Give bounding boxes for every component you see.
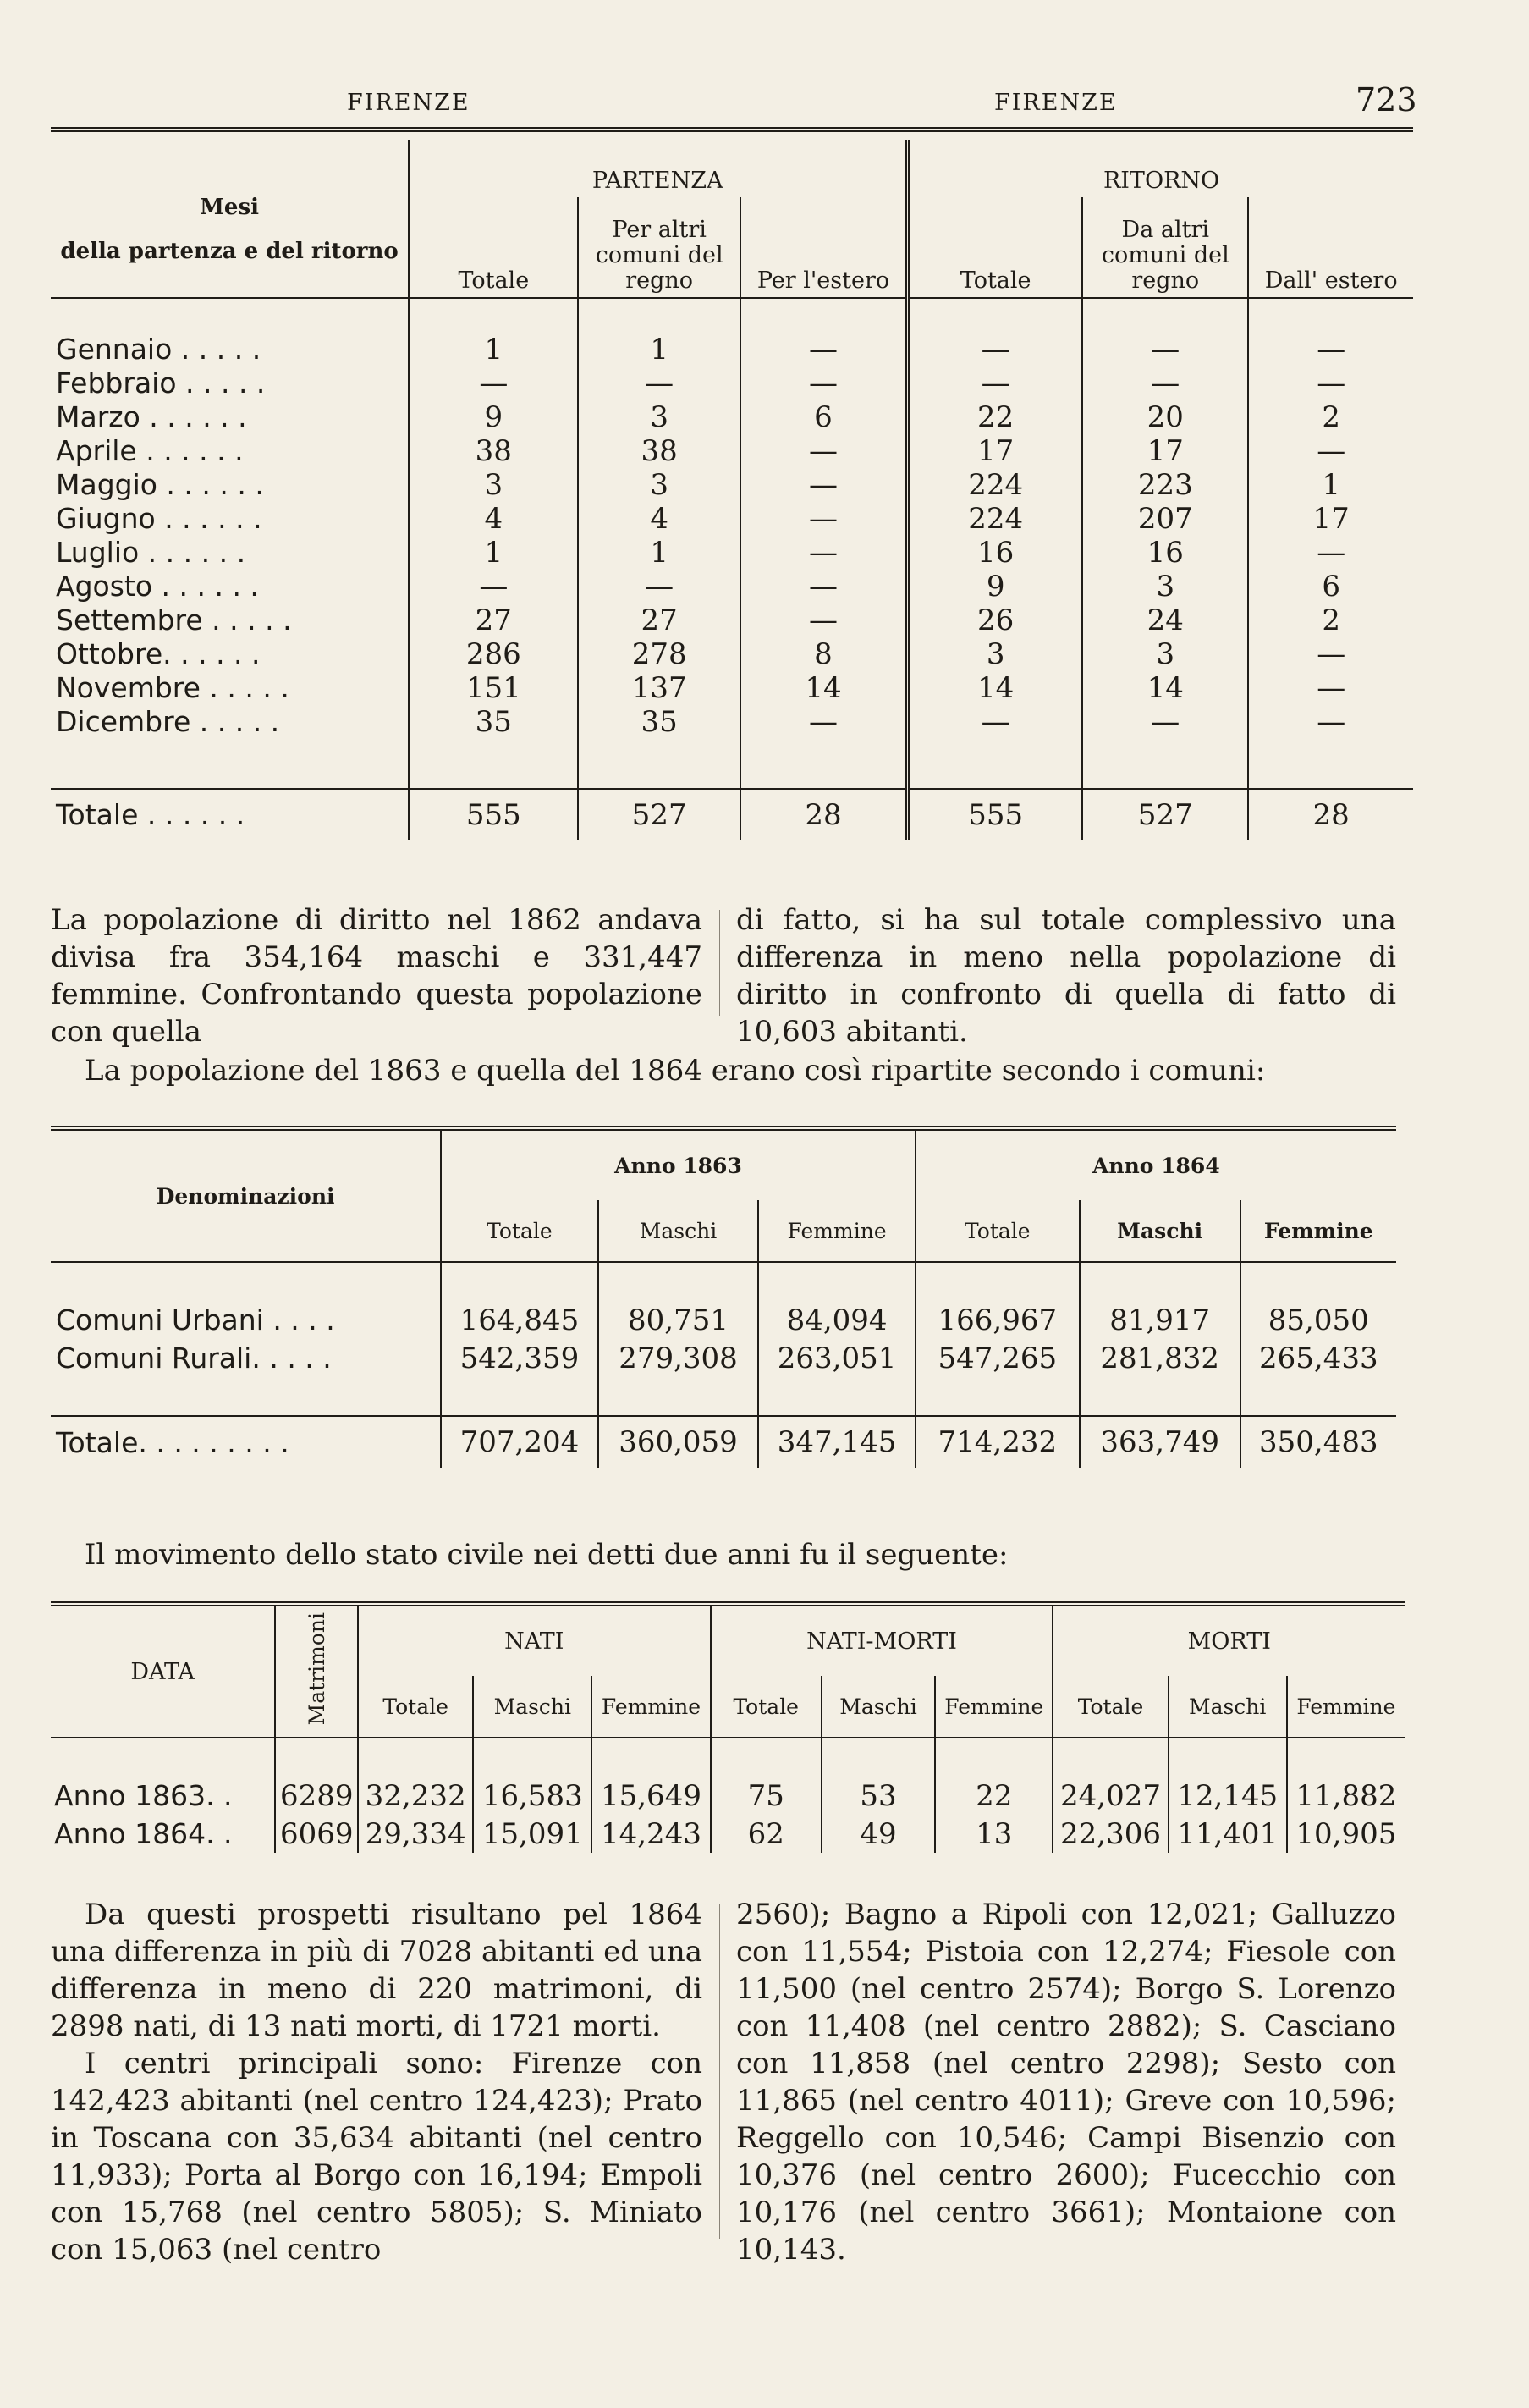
col-1864-femmine: Femmine xyxy=(1240,1200,1396,1262)
table-row: Giugno . . . . . . 4 4 — 224 207 17 xyxy=(51,502,1413,536)
table-row: Settembre . . . . . 27 27 — 26 24 2 xyxy=(51,603,1413,637)
col-natimorti-maschi: Maschi xyxy=(822,1676,935,1738)
months-header-title: Mesi xyxy=(200,195,259,220)
anno-1863-header: Anno 1863 xyxy=(441,1128,916,1200)
col-partenza-estero: Per l'estero xyxy=(740,197,908,298)
matrimoni-label: Matrimoni xyxy=(304,1612,329,1726)
anno-1864-header: Anno 1864 xyxy=(916,1128,1396,1200)
table-row: Comuni Urbani . . . . 164,845 80,751 84,094 166,967 81,917 85,050 xyxy=(51,1301,1396,1339)
para4-right: 2560); Bagno a Ripoli con 12,021; Galluzzo con 11,554; Pistoia con 12,274; Fiesole con 11,500 (nel centro 2574); Borgo S. Lorenzo con 11,408 (nel centro 2882); S. Casciano con 11,858 (nel centro 2298); Sesto con 11,865 (nel centro 4011); Greve con 10,596; Reggello con 10,546; Campi Bisenzio con 10,376 (nel centro 2600); Fucecchio con 10,176 (nel centro 3661); Montaione con 10,143. xyxy=(736,1898,1396,2267)
column-divider xyxy=(719,1904,720,2239)
col-nati-totale: Totale xyxy=(358,1676,473,1738)
months-header-subtitle: della partenza e del ritorno xyxy=(60,239,399,264)
table-row: Aprile . . . . . . 38 38 — 17 17 — xyxy=(51,434,1413,468)
col-partenza-totale: Totale xyxy=(409,197,578,298)
col-partenza-regno: Per altri comuni del regno xyxy=(578,197,740,298)
table-row: Dicembre . . . . . 35 35 — — — — xyxy=(51,705,1413,739)
column-divider xyxy=(719,910,720,1016)
data-header: DATA xyxy=(51,1604,275,1738)
para1-left: La popolazione di diritto nel 1862 andava divisa fra 354,164 maschi e 331,447 femmine. Confrontando questa popolazione con quella xyxy=(51,903,702,1049)
col-ritorno-estero: Dall' estero xyxy=(1248,197,1413,298)
table-total-row: Totale . . . . . . 555 527 28 555 527 28 xyxy=(51,789,1413,840)
table-total-row: Totale. . . . . . . . . 707,204 360,059 347,145 714,232 363,749 350,483 xyxy=(51,1416,1396,1468)
partenza-header: PARTENZA xyxy=(409,140,907,197)
table-row: Anno 1863. . 6289 32,232 16,583 15,649 75 53 22 24,027 12,145 11,882 xyxy=(51,1777,1405,1815)
col-1863-maschi: Maschi xyxy=(598,1200,759,1262)
col-morti-femmine: Femmine xyxy=(1287,1676,1405,1738)
civil-status-table xyxy=(51,1601,1405,1853)
col-morti-totale: Totale xyxy=(1053,1676,1168,1738)
para4-left xyxy=(51,1896,702,2268)
table-row: Gennaio . . . . . 1 1 — — — — xyxy=(51,333,1413,366)
header-rule xyxy=(51,127,1413,132)
col-natimorti-totale: Totale xyxy=(711,1676,822,1738)
para4-left-2: I centri principali sono: Firenze con 142,423 abitanti (nel centro 124,423); Prato in Toscana con 35,634 abitanti (nel centro 11,933); Porta al Borgo con 16,194; Empoli con 15,768 (nel centro 5805); S. Miniato con 15,063 (nel centro xyxy=(51,2047,702,2267)
nati-header: NATI xyxy=(358,1604,710,1676)
col-nati-femmine: Femmine xyxy=(591,1676,710,1738)
para2: La popolazione del 1863 e quella del 1864 erano così ripartite secondo i comuni: xyxy=(85,1054,1266,1088)
col-1864-totale: Totale xyxy=(916,1200,1080,1262)
migration-table xyxy=(51,140,1413,840)
col-morti-maschi: Maschi xyxy=(1169,1676,1287,1738)
table-row: Luglio . . . . . . 1 1 — 16 16 — xyxy=(51,536,1413,570)
para4-left-1: Da questi prospetti risultano pel 1864 una differenza in più di 7028 abitanti ed una differenza in meno di 220 matrimoni, di 2898 nati, di 13 nati morti, di 1721 morti. xyxy=(51,1898,702,2043)
table-row: Comuni Rurali. . . . . 542,359 279,308 263,051 547,265 281,832 265,433 xyxy=(51,1339,1396,1377)
col-natimorti-femmine: Femmine xyxy=(935,1676,1053,1738)
col-ritorno-regno: Da altri comuni del regno xyxy=(1082,197,1248,298)
table-row: Ottobre. . . . . . 286 278 8 3 3 — xyxy=(51,637,1413,671)
para3: Il movimento dello stato civile nei detti due anni fu il seguente: xyxy=(85,1538,1009,1572)
nati-morti-header: NATI-MORTI xyxy=(711,1604,1053,1676)
matrimoni-header xyxy=(275,1604,358,1738)
col-1863-femmine: Femmine xyxy=(758,1200,915,1262)
table-row: Novembre . . . . . 151 137 14 14 14 — xyxy=(51,671,1413,705)
running-header-center: FIRENZE xyxy=(994,90,1118,116)
para1-right: di fatto, si ha sul totale complessivo una differenza in meno nella popolazione di diritto in confronto di quella di fatto di 10,603 abitanti. xyxy=(736,903,1396,1049)
table-row: Maggio . . . . . . 3 3 — 224 223 1 xyxy=(51,468,1413,502)
col-1863-totale: Totale xyxy=(441,1200,597,1262)
page-number: 723 xyxy=(1356,81,1417,118)
ritorno-header: RITORNO xyxy=(908,140,1413,197)
morti-header: MORTI xyxy=(1053,1604,1405,1676)
col-1864-maschi: Maschi xyxy=(1080,1200,1240,1262)
table-row: Febbraio . . . . . — — — — — — xyxy=(51,366,1413,400)
table-row: Marzo . . . . . . 9 3 6 22 20 2 xyxy=(51,400,1413,434)
months-header xyxy=(51,140,409,298)
table-row: Anno 1864. . 6069 29,334 15,091 14,243 62 49 13 22,306 11,401 10,905 xyxy=(51,1815,1405,1853)
table-row: Agosto . . . . . . — — — 9 3 6 xyxy=(51,570,1413,603)
denominazioni-header: Denominazioni xyxy=(51,1128,441,1262)
col-ritorno-totale: Totale xyxy=(908,197,1083,298)
population-table xyxy=(51,1126,1396,1468)
col-nati-maschi: Maschi xyxy=(473,1676,591,1738)
running-header-left: FIRENZE xyxy=(347,90,470,116)
